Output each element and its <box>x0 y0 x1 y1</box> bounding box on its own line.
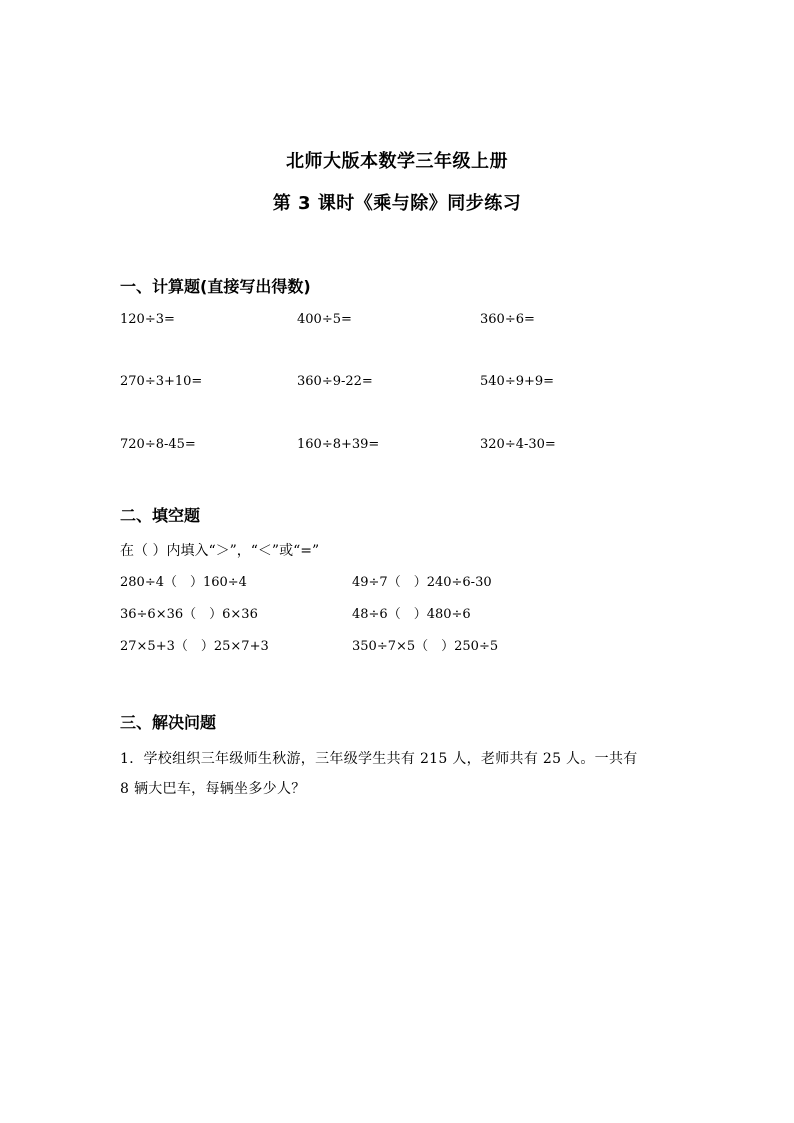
calc-item: 540÷9+9= <box>480 374 555 389</box>
comparison-item: 27×5+3（ ）25×7+3 <box>120 639 269 654</box>
calc-item: 400÷5= <box>297 312 352 327</box>
word-problem-text: 1．学校组织三年级师生秋游，三年级学生共有 215 人，老师共有 25 人。一共有 <box>120 751 638 767</box>
calc-item: 360÷6= <box>480 312 535 327</box>
comparison-item: 49÷7（ ）240÷6-30 <box>352 575 492 590</box>
comparison-item: 280÷4（ ）160÷4 <box>120 575 247 590</box>
comparison-item: 48÷6（ ）480÷6 <box>352 607 471 622</box>
calc-item: 720÷8-45= <box>120 437 196 452</box>
lesson-subtitle: 第 3 课时《乘与除》同步练习 <box>272 193 522 214</box>
calc-item: 120÷3= <box>120 312 175 327</box>
document-title: 北师大版本数学三年级上册 <box>286 151 508 172</box>
section-heading-calculation: 一、计算题(直接写出得数) <box>120 277 311 296</box>
calc-item: 270÷3+10= <box>120 374 203 389</box>
calc-item: 320÷4-30= <box>480 437 556 452</box>
word-problem-text: 8 辆大巴车，每辆坐多少人？ <box>120 781 306 797</box>
comparison-item: 350÷7×5（ ）250÷5 <box>352 639 499 654</box>
section-heading-fill-blank: 二、填空题 <box>120 506 201 525</box>
comparison-item: 36÷6×36（ ）6×36 <box>120 607 258 622</box>
calc-item: 160÷8+39= <box>297 437 380 452</box>
fill-blank-instruction: 在（ ）内填入“＞”，“＜”或“=” <box>120 543 320 559</box>
section-heading-word-problems: 三、解决问题 <box>120 713 217 732</box>
calc-item: 360÷9-22= <box>297 374 373 389</box>
